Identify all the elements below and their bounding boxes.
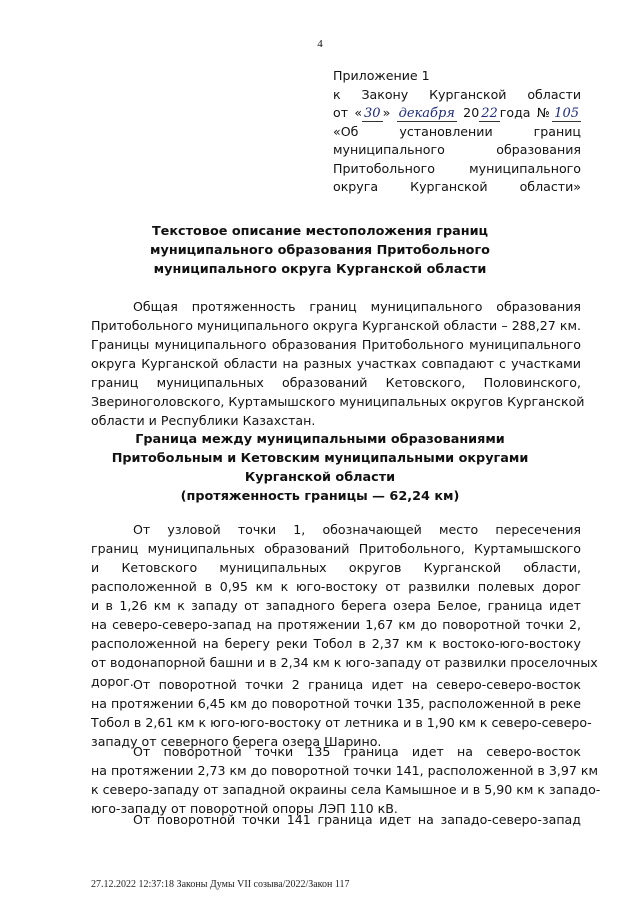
appendix-line: Притобольного муниципального bbox=[333, 160, 581, 176]
title-line: Текстовое описание местоположения границ bbox=[151, 224, 489, 239]
title-line: муниципального округа Курганской области bbox=[153, 262, 487, 277]
text-line: От поворотной точки 135 граница идет на северо-восток bbox=[133, 744, 581, 759]
text-line: на протяжении 6,45 км до поворотной точки 135, расположенной в реке bbox=[91, 696, 581, 711]
text-line: западу от северного берега озера Шарино. bbox=[91, 734, 382, 749]
appendix-line: муниципального образования bbox=[333, 142, 581, 157]
text-line: к северо-западу от западной окраины села Камышное и в 5,90 км к западо- bbox=[91, 782, 601, 797]
appendix-line: «Об установлении границ bbox=[333, 123, 581, 139]
title-line: муниципального образования Притобольного bbox=[150, 243, 490, 258]
text-line: юго-западу от поворотной опоры ЛЭП 110 кВ. bbox=[91, 801, 398, 816]
paragraph-point-141 bbox=[91, 810, 581, 829]
appendix-line: к Закону Курганской области bbox=[333, 86, 581, 102]
text-line: От поворотной точки 141 граница идет на западо-северо-запад bbox=[133, 812, 581, 827]
page-number: 4 bbox=[317, 38, 323, 50]
appendix-line: Приложение 1 bbox=[333, 68, 430, 83]
heading-line: Притобольным и Кетовским муниципальными округами bbox=[111, 451, 529, 466]
date-sep: » bbox=[382, 105, 397, 120]
text-line: границ муниципальных образований Кетовского, Половинского, bbox=[91, 375, 581, 390]
appendix-line: округа Курганской области» bbox=[333, 179, 581, 194]
heading-line: (протяженность границы — 62,24 км) bbox=[180, 489, 460, 504]
text-line: и Кетовского муниципальных округов Курганской области, bbox=[91, 560, 581, 575]
text-line: Притобольного муниципального округа Курганской области – 288,27 км. bbox=[91, 318, 581, 333]
text-line: округа Курганской области на разных участках совпадают с участками bbox=[91, 356, 581, 371]
text-line: и в 1,26 км к западу от западного берега озера Белое, граница идет bbox=[91, 598, 581, 613]
handwritten-day: 30 bbox=[364, 106, 381, 121]
text-line: расположенной в 0,95 км к юго-востоку от развилки полевых дорог bbox=[91, 579, 581, 594]
document-footer: 27.12.2022 12:37:18 Законы Думы VII созыва/2022/Закон 117 bbox=[91, 879, 350, 890]
handwritten-law-number: 105 bbox=[554, 106, 579, 121]
heading-line: Курганской области bbox=[244, 470, 396, 485]
text-line: Звериноголовского, Куртамышского муниципальных округов Курганской bbox=[91, 394, 585, 409]
law-number-label: года № bbox=[499, 105, 553, 120]
handwritten-year: 22 bbox=[481, 106, 498, 121]
heading-line: Граница между муниципальными образованиями bbox=[135, 432, 505, 447]
text-line: области и Республики Казахстан. bbox=[91, 413, 316, 428]
section-heading bbox=[60, 430, 580, 506]
appendix-header bbox=[333, 67, 581, 197]
text-line: От узловой точки 1, обозначающей место пересечения bbox=[133, 522, 581, 537]
paragraph-point-2 bbox=[91, 675, 592, 751]
text-line: Границы муниципального образования Притобольного муниципального bbox=[91, 337, 581, 352]
text-line: на протяжении 2,73 км до поворотной точки 141, расположенной в 3,97 км bbox=[91, 763, 598, 778]
text-line: на северо-северо-запад на протяжении 1,67 км до поворотной точки 2, bbox=[91, 617, 581, 632]
text-line: границ муниципальных образований Притобольного, Куртамышского bbox=[91, 541, 581, 556]
text-line: от водонапорной башни и в 2,34 км к юго-западу от развилки проселочных bbox=[91, 655, 598, 670]
date-sep: 20 bbox=[456, 105, 480, 120]
paragraph-total-length bbox=[91, 297, 585, 430]
date-prefix: от « bbox=[333, 105, 363, 120]
handwritten-month: декабря bbox=[398, 106, 455, 121]
text-line: дорог. bbox=[91, 674, 134, 689]
appendix-date-line bbox=[333, 104, 581, 123]
text-line: От поворотной точки 2 граница идет на северо-северо-восток bbox=[133, 677, 581, 692]
paragraph-point-1 bbox=[91, 520, 598, 691]
text-line: расположенной на берегу реки Тобол в 2,37 км к востоко-юго-востоку bbox=[91, 636, 581, 651]
document-title bbox=[60, 222, 580, 279]
text-line: Общая протяженность границ муниципального образования bbox=[133, 299, 581, 314]
paragraph-point-135 bbox=[91, 742, 601, 818]
text-line: Тобол в 2,61 км к юго-юго-востоку от летника и в 1,90 км к северо-северо- bbox=[91, 715, 592, 730]
